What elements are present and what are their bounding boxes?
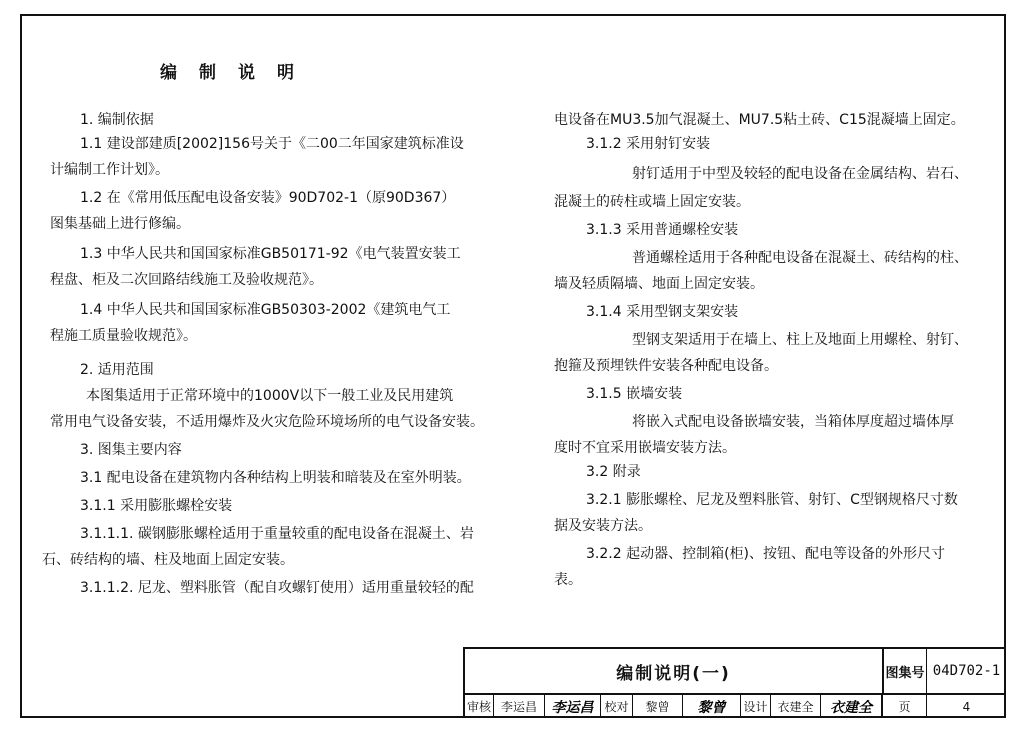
checker-name: 黎曾 — [633, 695, 683, 718]
paragraph-line: 程盘、柜及二次回路结线施工及验收规范》。 — [50, 272, 323, 288]
paragraph-line: 3.2.1 膨胀螺栓、尼龙及塑料胀管、射钉、C型钢规格尺寸数 — [586, 492, 958, 508]
design-signature: 衣建全 — [821, 695, 882, 718]
paragraph-line: 3.1.1.2. 尼龙、塑料胀管（配自攻螺钉使用）适用重量较轻的配 — [80, 580, 474, 596]
designer-name: 衣建全 — [771, 695, 821, 718]
title-block-signature-row — [465, 695, 1006, 718]
paragraph-line: 3.1 配电设备在建筑物内各种结构上明装和暗装及在室外明装。 — [80, 470, 471, 486]
check-label: 校对 — [601, 695, 633, 718]
paragraph-line: 1.1 建设部建质[2002]156号关于《二00二年国家建筑标准设 — [80, 136, 464, 152]
paragraph-line: 墙及轻质隔墙、地面上固定安装。 — [554, 276, 764, 292]
paragraph-line: 石、砖结构的墙、柱及地面上固定安装。 — [42, 552, 294, 568]
paragraph-line: 计编制工作计划》。 — [50, 162, 169, 178]
review-signature: 李运昌 — [545, 695, 601, 718]
document-title: 编制说明 — [160, 63, 316, 83]
drawing-title: 编制说明(一) — [465, 649, 884, 693]
paragraph-line: 据及安装方法。 — [554, 518, 652, 534]
paragraph-line: 表。 — [554, 572, 582, 588]
paragraph-line: 抱箍及预埋铁件安装各种配电设备。 — [554, 358, 778, 374]
section-heading: 1. 编制依据 — [80, 112, 154, 128]
paragraph-line: 普通螺栓适用于各种配电设备在混凝土、砖结构的柱、 — [632, 250, 968, 266]
section-heading: 3. 图集主要内容 — [80, 442, 182, 458]
paragraph-line: 混凝土的砖柱或墙上固定安装。 — [554, 194, 750, 210]
paragraph-line: 1.3 中华人民共和国国家标准GB50171-92《电气装置安装工 — [80, 246, 461, 262]
paragraph-line: 常用电气设备安装，不适用爆炸及火灾危险环境场所的电气设备安装。 — [50, 414, 484, 430]
paragraph-line: 3.1.1 采用膨胀螺栓安装 — [80, 498, 233, 514]
section-heading: 3.2 附录 — [586, 464, 641, 480]
atlas-number: 04D702-1 — [932, 663, 1001, 679]
review-label: 审核 — [465, 695, 494, 718]
paragraph-line: 度时不宜采用嵌墙安装方法。 — [554, 440, 736, 456]
paragraph-line: 1.4 中华人民共和国国家标准GB50303-2002《建筑电气工 — [80, 302, 451, 318]
paragraph-line: 3.1.1.1. 碳钢膨胀螺栓适用于重量较重的配电设备在混凝土、岩 — [80, 526, 474, 542]
title-block-header-row — [465, 649, 1006, 695]
design-label: 设计 — [741, 695, 771, 718]
paragraph-line: 3.2.2 起动器、控制箱(柜)、按钮、配电等设备的外形尺寸 — [586, 546, 945, 562]
section-heading: 3.1.5 嵌墙安装 — [586, 386, 683, 402]
section-heading: 2. 适用范围 — [80, 362, 154, 378]
section-heading: 3.1.3 采用普通螺栓安装 — [586, 222, 739, 238]
reviewer-name: 李运昌 — [494, 695, 545, 718]
section-heading: 3.1.2 采用射钉安装 — [586, 136, 711, 152]
paragraph-line: 将嵌入式配电设备嵌墙安装，当箱体厚度超过墙体厚 — [632, 414, 954, 430]
atlas-number-label: 图集号 — [884, 649, 927, 693]
page-number: 4 — [962, 699, 971, 714]
title-block — [463, 647, 1006, 718]
paragraph-line: 射钉适用于中型及较轻的配电设备在金属结构、岩石、 — [632, 166, 968, 182]
paragraph-line: 电设备在MU3.5加气混凝土、MU7.5粘土砖、C15混凝墙上固定。 — [554, 112, 965, 128]
paragraph-line: 1.2 在《常用低压配电设备安装》90D702-1（原90D367） — [80, 190, 456, 206]
paragraph-line: 型钢支架适用于在墙上、柱上及地面上用螺栓、射钉、 — [632, 332, 968, 348]
section-heading: 3.1.4 采用型钢支架安装 — [586, 304, 739, 320]
paragraph-line: 本图集适用于正常环境中的1000V以下一般工业及民用建筑 — [86, 388, 454, 404]
page-label: 页 — [882, 695, 927, 718]
check-signature: 黎曾 — [683, 695, 741, 718]
paragraph-line: 程施工质量验收规范》。 — [50, 328, 197, 344]
paragraph-line: 图集基础上进行修编。 — [50, 216, 190, 232]
